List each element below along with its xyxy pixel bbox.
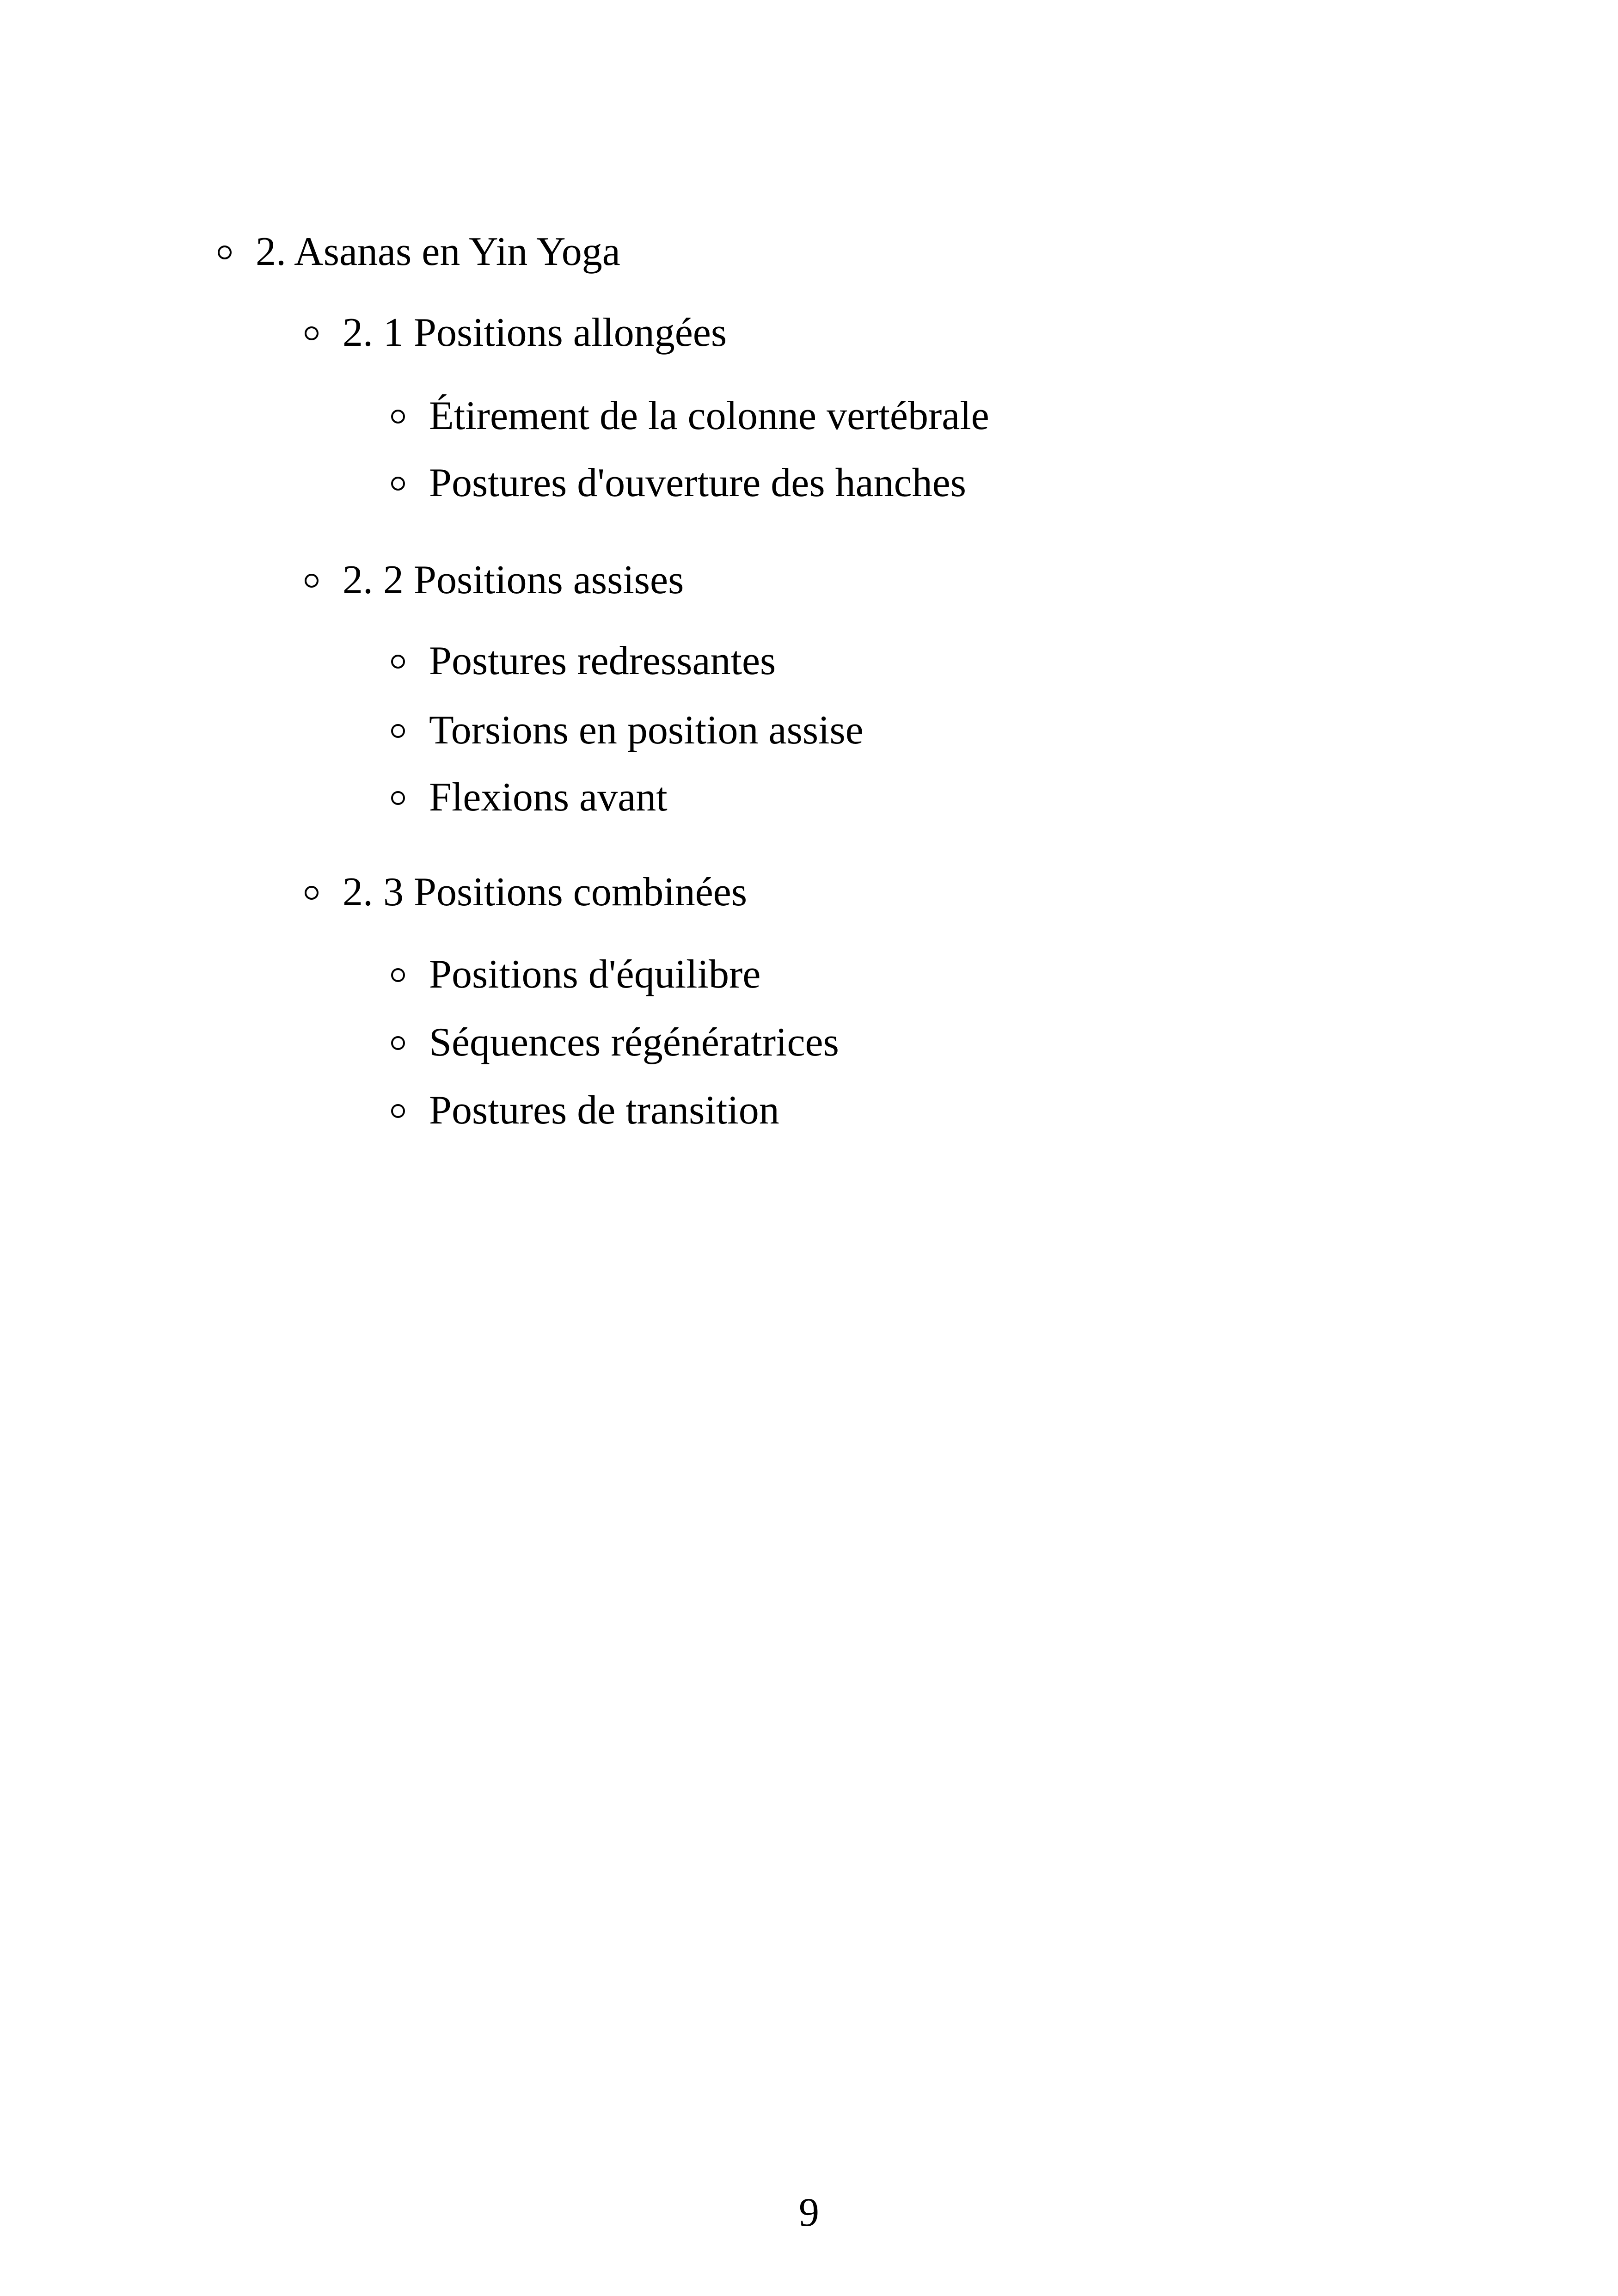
outline-subsection-label: 2. 1 Positions allongées <box>343 310 727 355</box>
hollow-circle-bullet-icon <box>391 1036 405 1050</box>
outline-item-label: Postures redressantes <box>429 638 776 683</box>
outline-item-label: Positions d'équilibre <box>429 952 761 997</box>
hollow-circle-bullet-icon <box>391 1104 405 1118</box>
hollow-circle-bullet-icon <box>218 246 232 259</box>
hollow-circle-bullet-icon <box>391 791 405 805</box>
page-number: 9 <box>799 2190 819 2235</box>
outline-subsection-label: 2. 2 Positions assises <box>343 558 684 602</box>
hollow-circle-bullet-icon <box>391 477 405 491</box>
outline-item-label: Postures de transition <box>429 1088 779 1133</box>
outline-item-label: Séquences régénératrices <box>429 1020 839 1065</box>
outline-item-label: Étirement de la colonne vertébrale <box>429 393 989 438</box>
outline-item-label: Postures d'ouverture des hanches <box>429 460 967 505</box>
hollow-circle-bullet-icon <box>391 724 405 738</box>
hollow-circle-bullet-icon <box>391 410 405 424</box>
outline-item-label: Torsions en position assise <box>429 708 864 753</box>
outline-item-label: Flexions avant <box>429 775 668 820</box>
outline-section-label: 2. Asanas en Yin Yoga <box>256 229 620 274</box>
hollow-circle-bullet-icon <box>391 968 405 982</box>
hollow-circle-bullet-icon <box>305 886 319 900</box>
hollow-circle-bullet-icon <box>305 326 319 340</box>
hollow-circle-bullet-icon <box>391 655 405 669</box>
hollow-circle-bullet-icon <box>305 574 319 588</box>
outline-subsection-label: 2. 3 Positions combinées <box>343 870 748 915</box>
